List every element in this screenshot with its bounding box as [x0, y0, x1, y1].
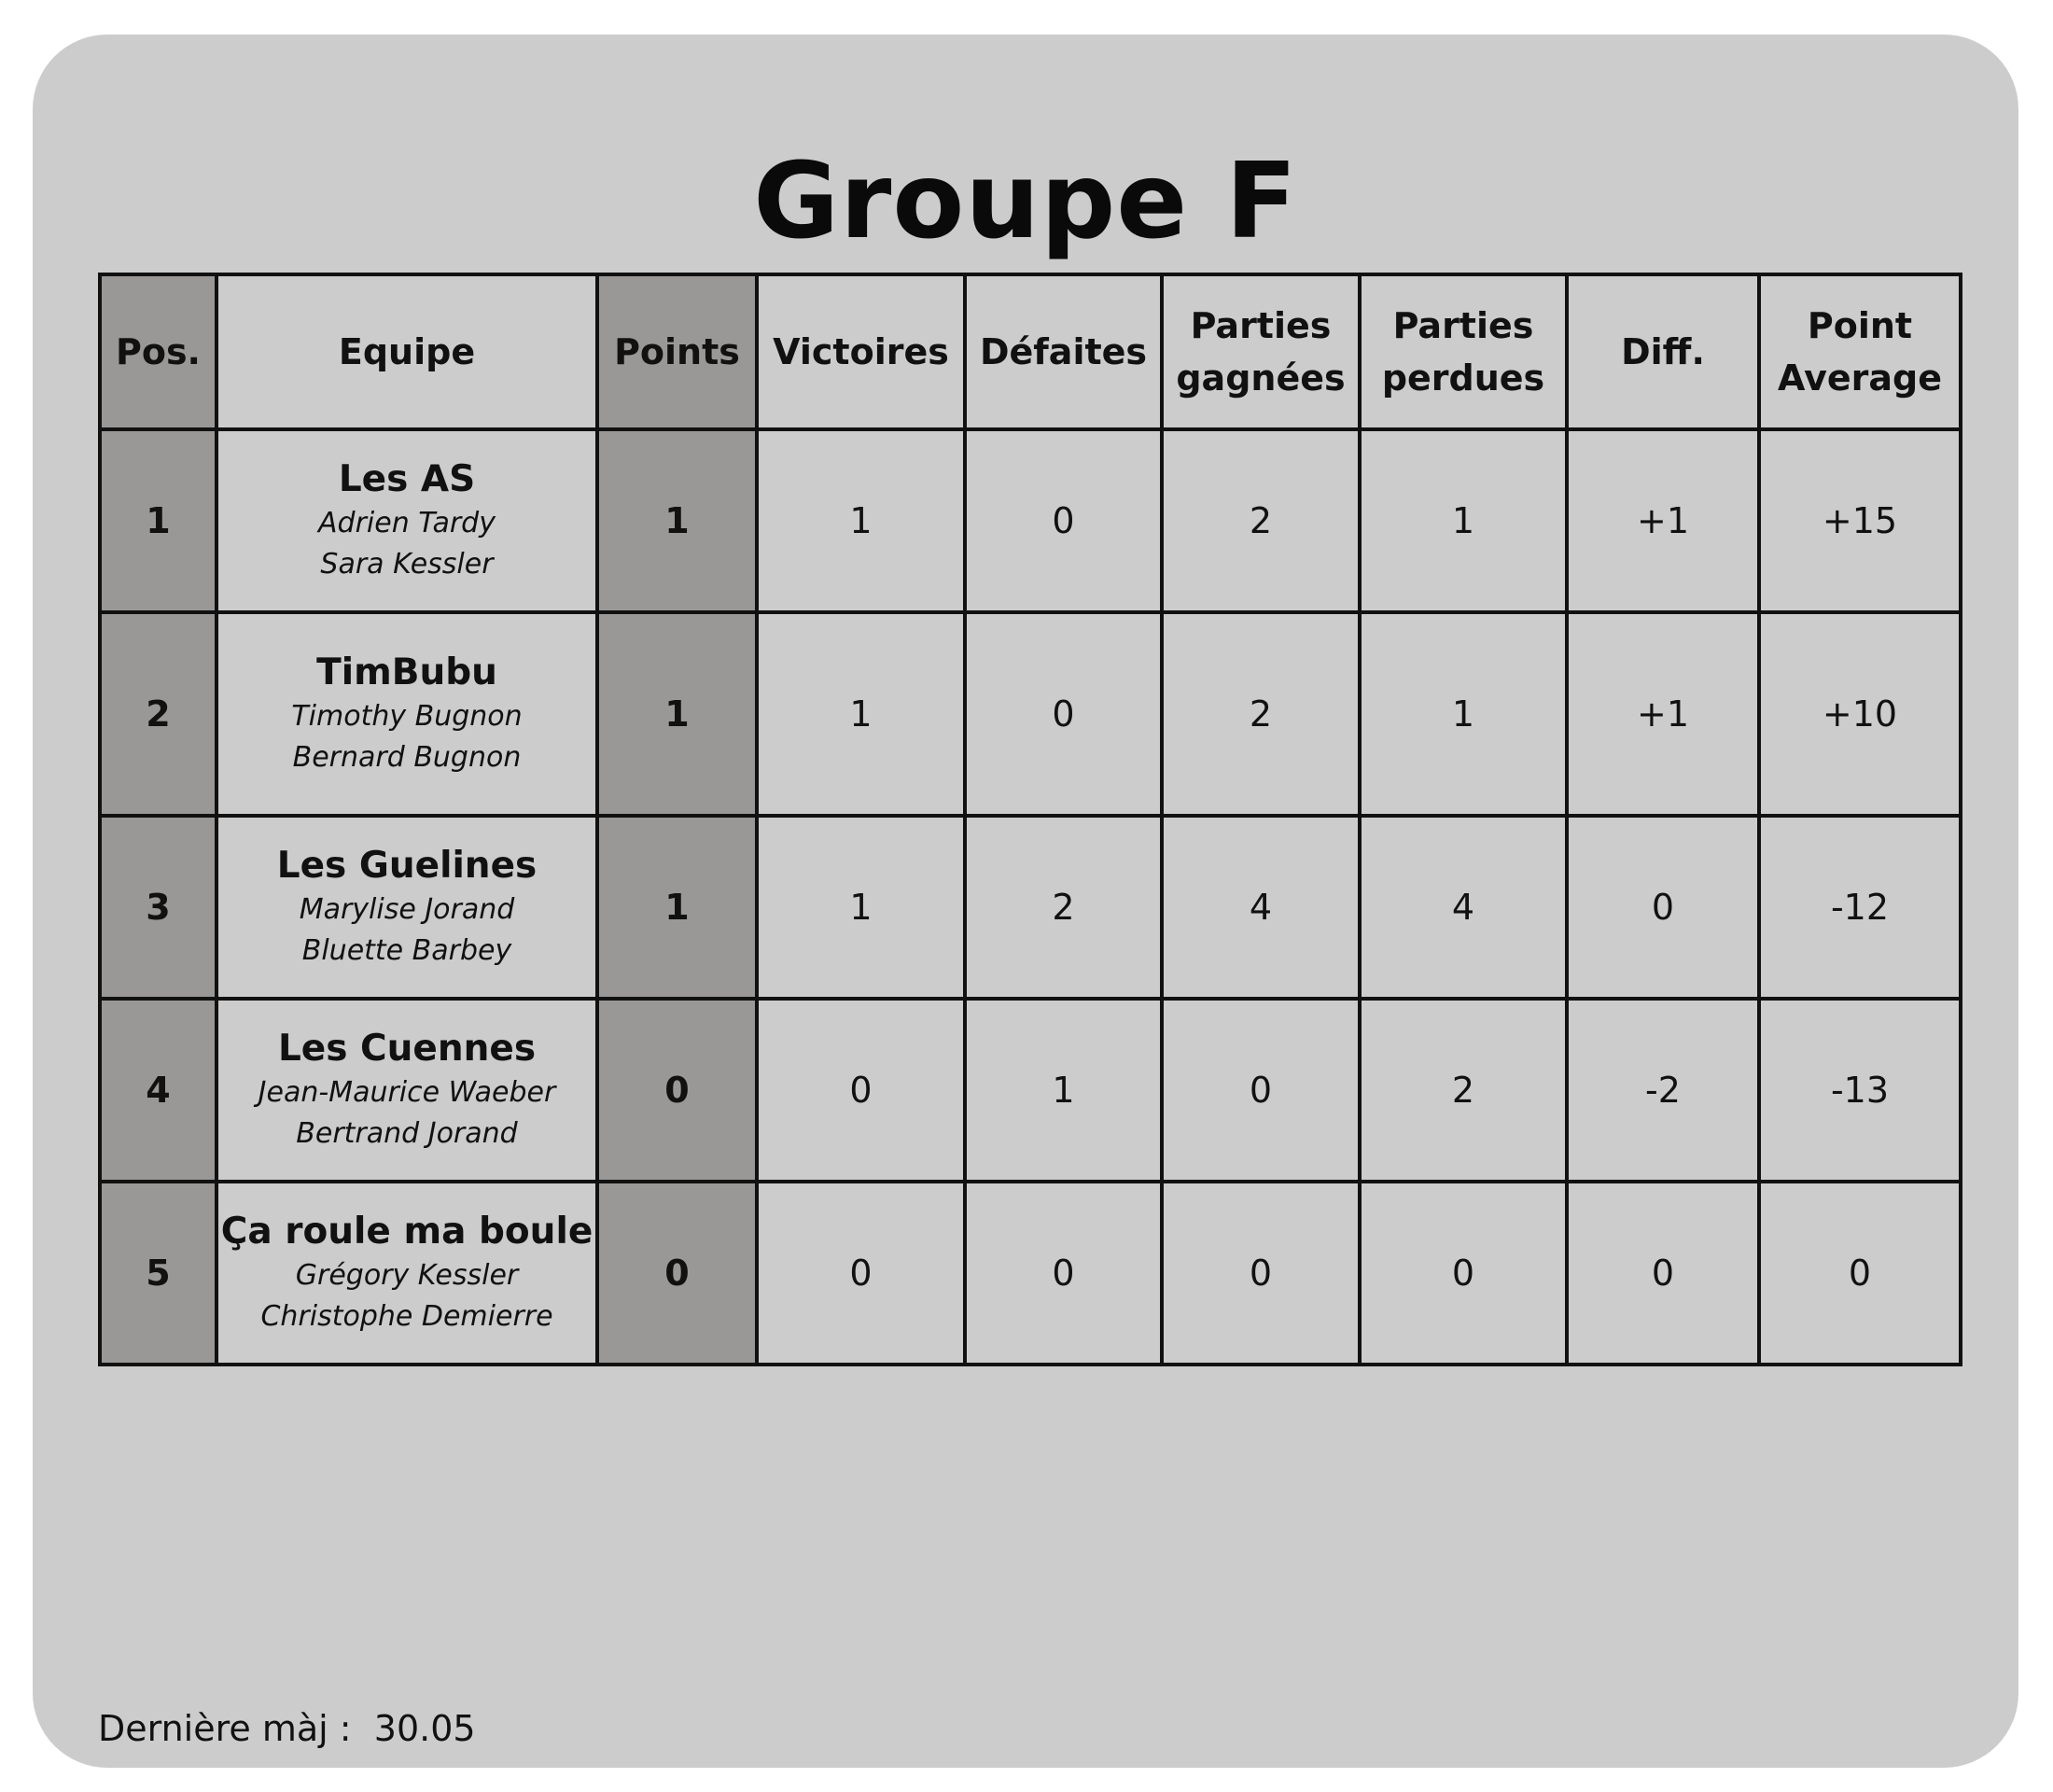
- header-avg-line1: Point: [1807, 305, 1913, 346]
- cell-wins: 1: [757, 612, 965, 816]
- cell-team: [216, 429, 597, 612]
- header-games-won: [1162, 274, 1360, 429]
- header-avg-line2: Average: [1778, 357, 1942, 399]
- cell-losses: 1: [965, 999, 1162, 1182]
- table-row: [100, 816, 1961, 999]
- cell-pos: 1: [100, 429, 216, 612]
- cell-wins: 0: [757, 1182, 965, 1365]
- cell-points: 0: [597, 999, 757, 1182]
- cell-team: [216, 612, 597, 816]
- player-name: Sara Kessler: [320, 548, 494, 581]
- player-name: Bertrand Jorand: [296, 1117, 518, 1150]
- cell-games-won: 0: [1162, 999, 1360, 1182]
- cell-pos: 3: [100, 816, 216, 999]
- cell-wins: 1: [757, 429, 965, 612]
- player-name: Grégory Kessler: [295, 1259, 519, 1292]
- cell-pos: 5: [100, 1182, 216, 1365]
- header-losses: Défaites: [965, 274, 1162, 429]
- cell-point-average: -13: [1759, 999, 1961, 1182]
- cell-point-average: 0: [1759, 1182, 1961, 1365]
- cell-points: 1: [597, 816, 757, 999]
- header-row: [100, 274, 1961, 429]
- cell-team: [216, 1182, 597, 1365]
- last-update-label: Dernière màj :: [98, 1708, 352, 1749]
- cell-games-lost: 4: [1360, 816, 1567, 999]
- header-games-lost-line2: perdues: [1381, 357, 1545, 399]
- header-team: Equipe: [216, 274, 597, 429]
- cell-losses: 0: [965, 612, 1162, 816]
- header-diff: Diff.: [1567, 274, 1759, 429]
- page-title: Groupe F: [753, 141, 1298, 262]
- cell-diff: -2: [1567, 999, 1759, 1182]
- cell-diff: +1: [1567, 612, 1759, 816]
- cell-losses: 2: [965, 816, 1162, 999]
- player-name: Marylise Jorand: [299, 893, 515, 926]
- cell-wins: 0: [757, 999, 965, 1182]
- cell-points: 1: [597, 612, 757, 816]
- cell-team: [216, 816, 597, 999]
- player-name: Adrien Tardy: [318, 507, 496, 539]
- cell-points: 1: [597, 429, 757, 612]
- cell-losses: 0: [965, 429, 1162, 612]
- table-row: [100, 429, 1961, 612]
- player-name: Bluette Barbey: [301, 934, 512, 967]
- cell-point-average: -12: [1759, 816, 1961, 999]
- standings-table: [98, 273, 1962, 1366]
- cell-games-won: 4: [1162, 816, 1360, 999]
- cell-games-won: 2: [1162, 612, 1360, 816]
- table-row: [100, 999, 1961, 1182]
- header-pos: Pos.: [100, 274, 216, 429]
- header-wins: Victoires: [757, 274, 965, 429]
- team-name: Les Cuennes: [277, 1028, 537, 1070]
- header-games-won-line2: gagnées: [1176, 357, 1346, 399]
- standings-card: [33, 35, 2018, 1768]
- header-games-lost-line1: Parties: [1392, 305, 1534, 346]
- cell-games-won: 2: [1162, 429, 1360, 612]
- team-name: Ça roule ma boule: [220, 1211, 594, 1253]
- cell-team: [216, 999, 597, 1182]
- cell-games-lost: 1: [1360, 612, 1567, 816]
- last-update: [98, 1705, 476, 1752]
- table-row: [100, 1182, 1961, 1365]
- player-name: Jean-Maurice Waeber: [258, 1076, 556, 1109]
- cell-point-average: +15: [1759, 429, 1961, 612]
- cell-pos: 4: [100, 999, 216, 1182]
- player-name: Timothy Bugnon: [291, 700, 523, 733]
- cell-games-won: 0: [1162, 1182, 1360, 1365]
- header-point-average: [1759, 274, 1961, 429]
- cell-point-average: +10: [1759, 612, 1961, 816]
- team-name: Les Guelines: [276, 845, 538, 887]
- header-points: Points: [597, 274, 757, 429]
- team-name: Les AS: [338, 458, 476, 500]
- cell-pos: 2: [100, 612, 216, 816]
- header-games-won-line1: Parties: [1190, 305, 1332, 346]
- cell-diff: +1: [1567, 429, 1759, 612]
- last-update-date: 30.05: [373, 1708, 476, 1749]
- cell-points: 0: [597, 1182, 757, 1365]
- cell-losses: 0: [965, 1182, 1162, 1365]
- table-row: [100, 612, 1961, 816]
- header-games-lost: [1360, 274, 1567, 429]
- cell-diff: 0: [1567, 1182, 1759, 1365]
- player-name: Christophe Demierre: [260, 1300, 553, 1333]
- cell-games-lost: 0: [1360, 1182, 1567, 1365]
- cell-wins: 1: [757, 816, 965, 999]
- cell-games-lost: 1: [1360, 429, 1567, 612]
- cell-games-lost: 2: [1360, 999, 1567, 1182]
- team-name: TimBubu: [316, 651, 497, 693]
- cell-diff: 0: [1567, 816, 1759, 999]
- player-name: Bernard Bugnon: [292, 741, 522, 774]
